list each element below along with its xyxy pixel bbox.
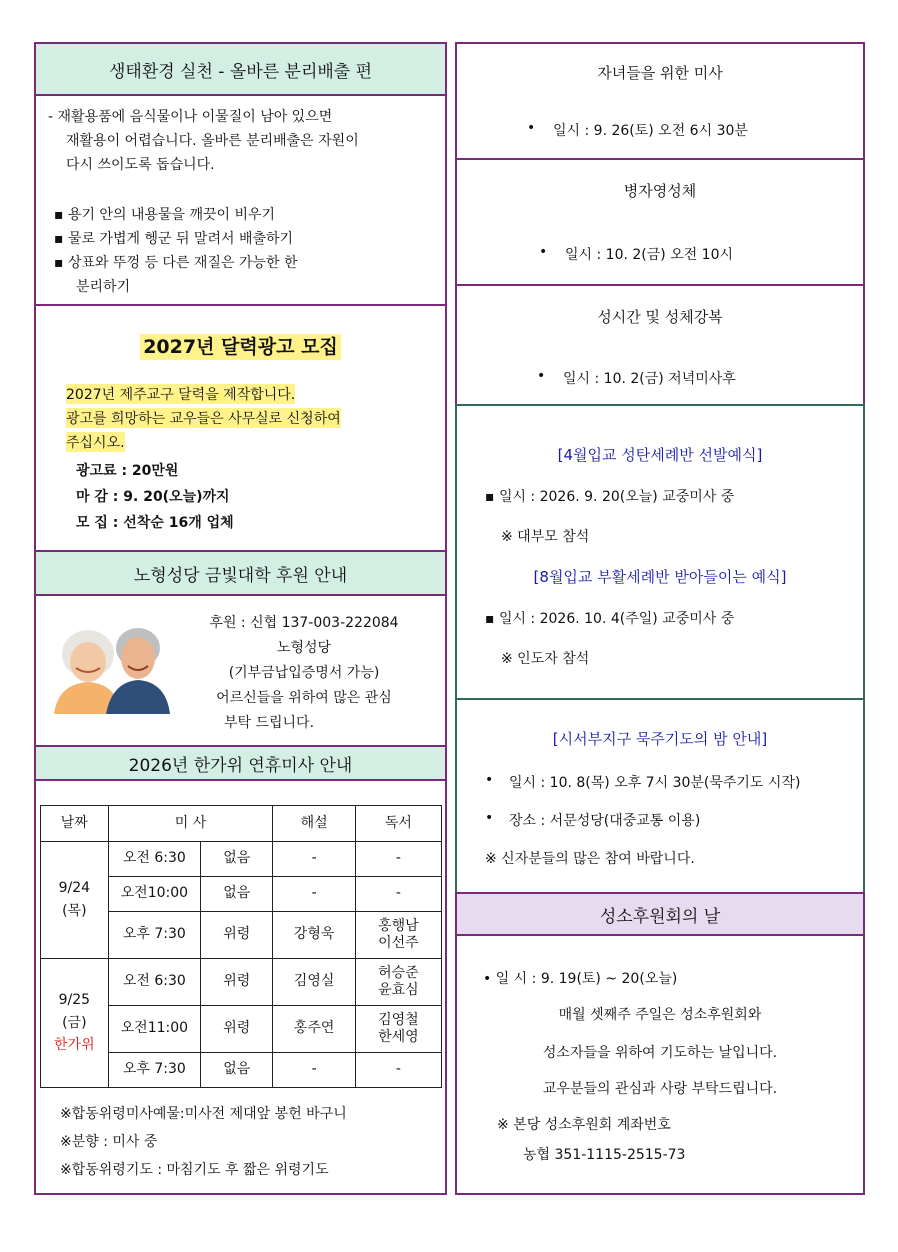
rosary-bullet-1: • — [485, 772, 494, 788]
rosary-section — [455, 698, 865, 894]
reader-1: 허승준 — [378, 964, 419, 981]
calendar-ad-fee: 광고료 : 20만원 — [76, 463, 179, 479]
catechumen-title-2: [8월입교 부활세례반 받아들이는 예식] — [533, 568, 787, 586]
golden-univ-line-2: 노형성당 — [276, 640, 332, 656]
row-type: 없음 — [201, 877, 273, 912]
row-commentator: 홍주연 — [273, 1006, 355, 1053]
chuseok-title: 2026년 한가위 연휴미사 안내 — [36, 747, 445, 781]
row-type: 위령 — [201, 1006, 273, 1053]
golden-univ-line-4: 어르신들을 위하여 많은 관심 — [216, 690, 392, 706]
holiday-label: 한가위 — [54, 1036, 95, 1053]
col-mass: 미 사 — [108, 806, 273, 842]
shrine-account-number: 농협 351-1115-2515-73 — [523, 1147, 686, 1163]
recycle-bullet-2: ▪ 물로 가볍게 헹군 뒤 말려서 배출하기 — [54, 231, 294, 247]
row-readers — [355, 1006, 441, 1053]
recycle-bullet-3: ▪ 상표와 뚜껑 등 다른 재질은 가능한 한 — [54, 255, 298, 271]
children-mass-detail: 일시 : 9. 26(토) 오전 6시 30분 — [553, 123, 748, 139]
reader-2: 한세영 — [378, 1029, 419, 1045]
row-reader: - — [355, 877, 441, 912]
calendar-ad-deadline: 마 감 : 9. 20(오늘)까지 — [76, 489, 230, 505]
catechumen-detail-1: ▪ 일시 : 2026. 9. 20(오늘) 교중미사 중 — [485, 489, 735, 505]
row-commentator: 김영실 — [273, 959, 355, 1006]
children-mass-section — [455, 42, 865, 160]
row-reader: - — [355, 1053, 441, 1088]
adoration-title: 성시간 및 성체강복 — [597, 308, 723, 326]
recycle-section — [34, 42, 447, 306]
row-readers — [355, 959, 441, 1006]
chuseok-note-3: ※합동위령기도 : 마침기도 후 짧은 위령기도 — [60, 1162, 329, 1178]
row-time: 오전 6:30 — [108, 959, 200, 1006]
catechumen-note-1: ※ 대부모 참석 — [501, 529, 590, 545]
sick-communion-title: 병자영성체 — [623, 182, 697, 200]
recycle-intro-3: 다시 쓰이도록 돕습니다. — [66, 157, 215, 173]
children-mass-bullet: • — [527, 120, 536, 136]
row-time: 오후 7:30 — [108, 1053, 200, 1088]
recycle-bullet-3-cont: 분리하기 — [76, 279, 131, 295]
row-type: 없음 — [201, 842, 273, 877]
children-mass-title: 자녀들을 위한 미사 — [597, 64, 723, 82]
shrine-line-2: 성소자들을 위하여 기도하는 날입니다. — [542, 1045, 778, 1061]
date-cell-2 — [41, 959, 109, 1088]
weekday-1: (목) — [62, 903, 87, 919]
row-time: 오전 6:30 — [108, 842, 200, 877]
shrine-detail: • 일 시 : 9. 19(토) ~ 20(오늘) — [483, 971, 678, 987]
shrine-title: 성소후원회의 날 — [457, 894, 863, 936]
chuseok-note-2: ※분향 : 미사 중 — [60, 1134, 158, 1150]
adoration-bullet: • — [537, 368, 546, 384]
chuseok-table — [40, 805, 442, 1088]
date-2: 9/25 — [58, 991, 91, 1008]
rosary-title: [시서부지구 묵주기도의 밤 안내] — [552, 730, 768, 748]
date-cell-1 — [41, 842, 109, 959]
shrine-line-1: 매월 셋째주 주일은 성소후원회와 — [558, 1007, 762, 1023]
shrine-line-3: 교우분들의 관심과 사랑 부탁드립니다. — [542, 1081, 778, 1097]
adoration-section — [455, 284, 865, 406]
row-time: 오전10:00 — [108, 877, 200, 912]
row-commentator: 강형욱 — [273, 912, 355, 959]
recycle-intro-1: - 재활용품에 음식물이나 이물질이 남아 있으면 — [48, 109, 333, 125]
reader-2: 이선주 — [378, 935, 419, 951]
catechumen-section — [455, 404, 865, 700]
calendar-ad-line-1: 2027년 제주교구 달력을 제작합니다. — [66, 384, 295, 404]
rosary-detail-2: 장소 : 서문성당(대중교통 이용) — [509, 813, 701, 829]
row-time: 오전11:00 — [108, 1006, 200, 1053]
shrine-account-label: ※ 본당 성소후원회 계좌번호 — [497, 1117, 671, 1133]
recycle-intro-2: 재활용이 어렵습니다. 올바른 분리배출은 자원이 — [66, 133, 359, 149]
date-1: 9/24 — [58, 879, 91, 896]
golden-univ-section — [34, 550, 447, 747]
row-commentator: - — [273, 842, 355, 877]
calendar-ad-title-wrap — [36, 332, 445, 359]
sick-communion-bullet: • — [539, 244, 548, 260]
calendar-ad-title: 2027년 달력광고 모집 — [140, 334, 341, 360]
sick-communion-section — [455, 158, 865, 286]
adoration-detail: 일시 : 10. 2(금) 저녁미사후 — [563, 371, 736, 387]
elderly-couple-image — [46, 614, 174, 714]
row-type: 위령 — [201, 959, 273, 1006]
shrine-section — [455, 892, 865, 1195]
golden-univ-title: 노형성당 금빛대학 후원 안내 — [36, 552, 445, 596]
row-commentator: - — [273, 877, 355, 912]
row-readers — [355, 912, 441, 959]
golden-univ-line-1: 후원 : 신협 137-003-222084 — [209, 615, 399, 631]
calendar-ad-recruit: 모 집 : 선착순 16개 업체 — [76, 515, 234, 531]
col-reading: 독서 — [355, 806, 441, 842]
chuseok-section — [34, 745, 447, 1195]
weekday-2: (금) — [62, 1015, 87, 1032]
row-type: 위령 — [201, 912, 273, 959]
rosary-bullet-2: • — [485, 810, 494, 826]
catechumen-detail-2: ▪ 일시 : 2026. 10. 4(주일) 교중미사 중 — [485, 611, 735, 627]
golden-univ-line-5: 부탁 드립니다. — [223, 715, 315, 731]
rosary-note: ※ 신자분들의 많은 참여 바랍니다. — [485, 851, 695, 867]
rosary-detail-1: 일시 : 10. 8(목) 오후 7시 30분(묵주기도 시작) — [509, 775, 801, 791]
chuseok-note-1: ※합동위령미사예물:미사전 제대앞 봉헌 바구니 — [60, 1106, 347, 1122]
col-date: 날짜 — [41, 806, 109, 842]
col-commentary: 해설 — [273, 806, 355, 842]
catechumen-note-2: ※ 인도자 참석 — [501, 651, 590, 667]
reader-1: 홍행남 — [378, 917, 419, 934]
calendar-ad-line-2: 광고를 희망하는 교우들은 사무실로 신청하여 — [66, 408, 341, 428]
reader-2: 윤효심 — [378, 982, 419, 998]
recycle-title: 생태환경 실천 - 올바른 분리배출 편 — [36, 44, 445, 96]
calendar-ad-line-3: 주십시오. — [66, 432, 125, 452]
reader-1: 김영철 — [378, 1011, 419, 1028]
sick-communion-detail: 일시 : 10. 2(금) 오전 10시 — [565, 247, 734, 263]
calendar-ad-section — [34, 304, 447, 552]
recycle-bullet-1: ▪ 용기 안의 내용물을 깨끗이 비우기 — [54, 207, 276, 223]
row-reader: - — [355, 842, 441, 877]
row-commentator: - — [273, 1053, 355, 1088]
row-type: 없음 — [201, 1053, 273, 1088]
golden-univ-line-3: (기부금납입증명서 가능) — [228, 665, 380, 681]
catechumen-title-1: [4월입교 성탄세례반 선발예식] — [557, 446, 763, 464]
row-time: 오후 7:30 — [108, 912, 200, 959]
